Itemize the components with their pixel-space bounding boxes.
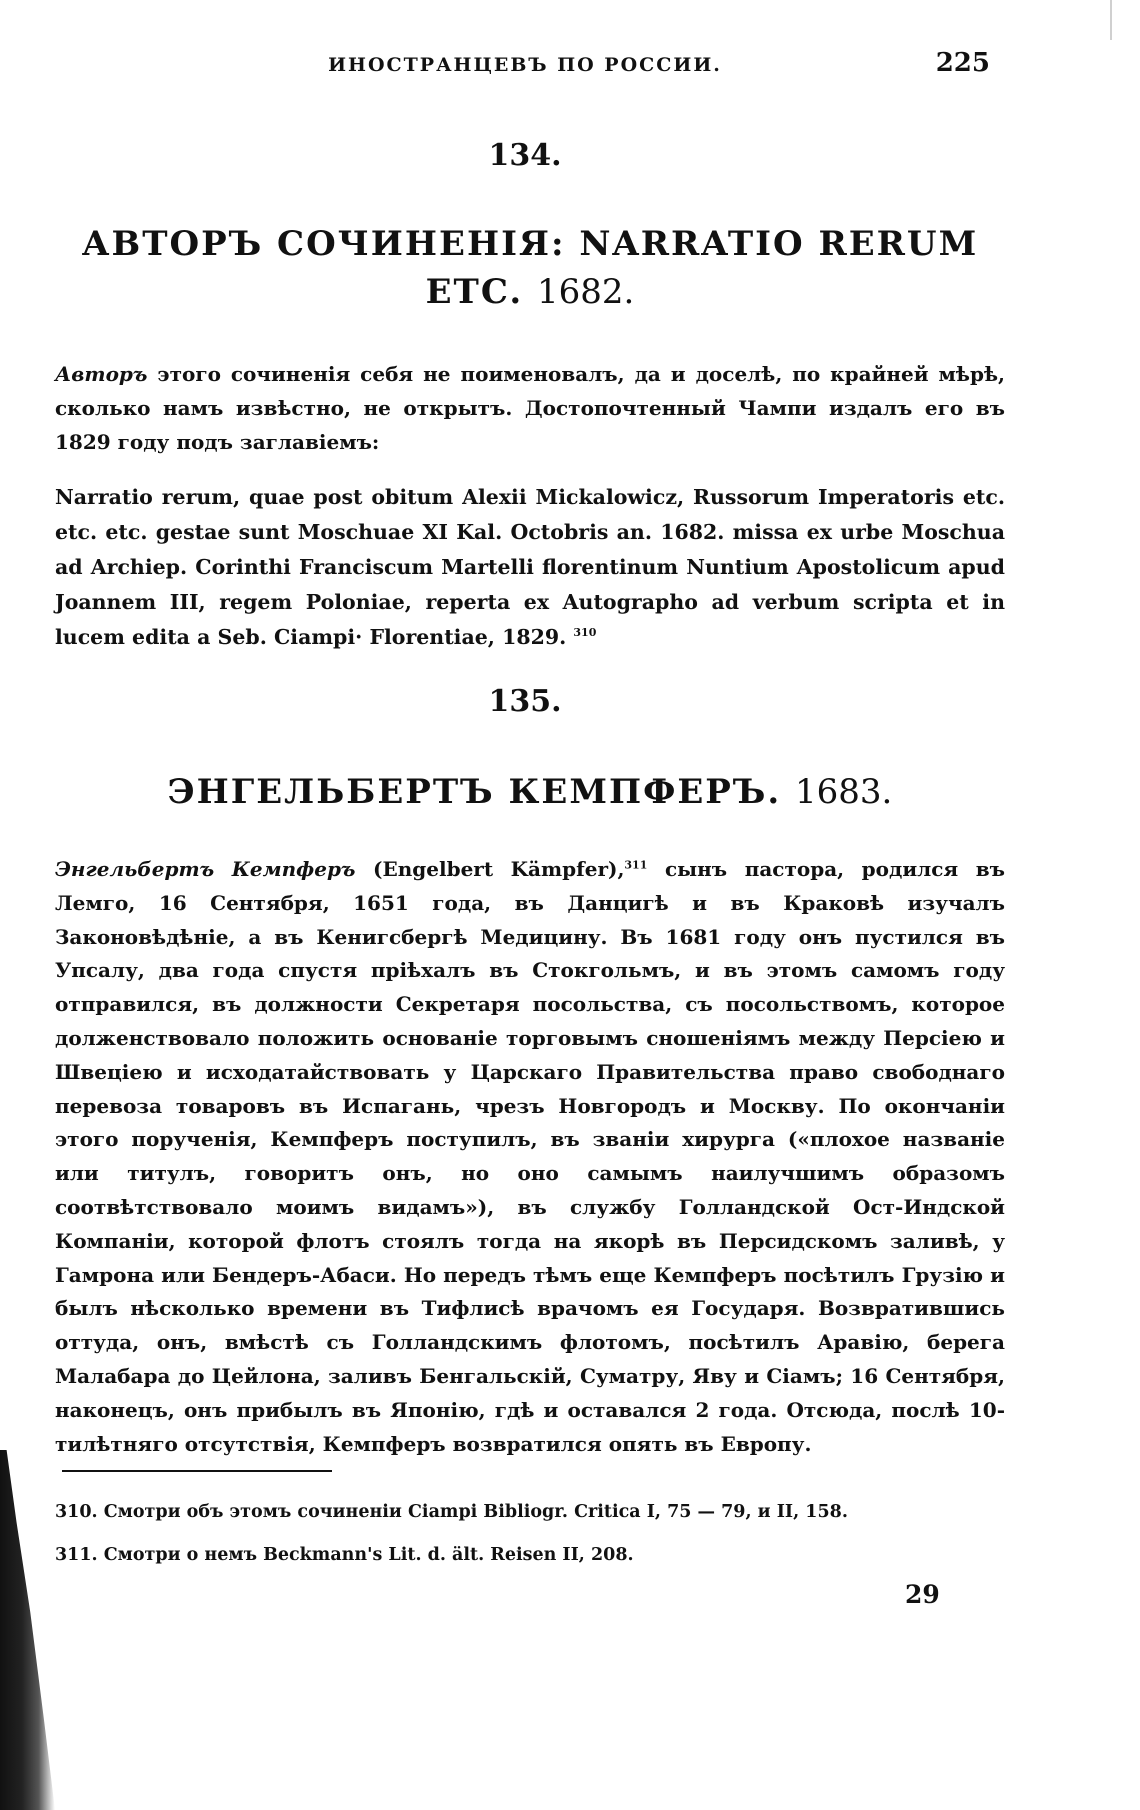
section-heading-135 bbox=[55, 768, 1005, 816]
section-number-135: 135. bbox=[488, 684, 562, 719]
footnote-311: 311. Смотри о немъ Beckmann's Lit. d. ält. Reisen II, 208. bbox=[55, 1545, 634, 1565]
footnote-310: 310. Смотри объ этомъ сочиненіи Ciampi Bibliogr. Critica I, 75 — 79, и II, 158. bbox=[55, 1502, 848, 1522]
footnote-separator bbox=[62, 1470, 332, 1472]
heading-title: АВТОРЪ СОЧИНЕНІЯ: NARRATIO RERUM ETC. bbox=[81, 224, 979, 312]
paragraph-text: сынъ пастора, родился въ Лемго, 16 Сентября, 1651 года, въ Данцигѣ и въ Краковѣ изучалъ Законовѣдѣніе, а въ Кенигсбергѣ Медицину. Въ 1681 году онъ пустился въ Упсалу, два года спустя пріѣхалъ въ Стокгольмъ, и въ этомъ самомъ году отправился, въ должности Секретаря посольства, съ посольствомъ, которое долженствовало положить основаніе торговымъ сношеніямъ между Персіею и Швеціею и исходатайствовать у Царскаго Правительства право свободнаго перевоза товаровъ въ Испагань, чрезъ Новгородъ и Москву. По окончаніи этого порученія, Кемпферъ поступилъ, въ званіи хирурга («плохое названіе или титулъ, говоритъ онъ, но оно самымъ наилучшимъ образомъ соотвѣтствовало моимъ видамъ»), въ службу Голландской Ост-Индской Компаніи, которой флотъ стоялъ тогда на якорѣ въ Персидскомъ заливѣ, у Гамрона или Бендеръ-Абаси. Но передъ тѣмъ еще Кемпферъ посѣтилъ Грузію и былъ нѣсколько времени въ Тифлисѣ врачомъ ея Государя. Возвратившись оттуда, онъ, вмѣстѣ съ Голландскимъ флотомъ, посѣтилъ Аравію, берега Малабара до Цейлона, заливъ Бенгальскій, Суматру, Яву и Сіамъ; 16 Сентября, наконецъ, онъ прибылъ въ Японію, гдѣ и оставался 2 года. Отсюда, послѣ 10-тилѣтняго отсутствія, Кемпферъ возвратился опять въ Европу. bbox=[55, 857, 1006, 1456]
heading-title: ЭНГЕЛЬБЕРТЪ КЕМПФЕРЪ. bbox=[167, 772, 782, 812]
binding-shadow bbox=[0, 1450, 55, 1810]
paragraph-author-134 bbox=[55, 358, 1005, 459]
signature-mark: 29 bbox=[905, 1580, 940, 1609]
footnote-ref-311: 311 bbox=[624, 858, 648, 872]
heading-year: 1683. bbox=[795, 772, 893, 812]
page-header bbox=[60, 48, 990, 84]
heading-year: 1682. bbox=[537, 272, 635, 312]
page-number: 225 bbox=[935, 48, 990, 78]
paragraph-text: этого сочиненія себя не поименовалъ, да и доселѣ, по крайней мѣрѣ, сколько намъ извѣстно, не открытъ. Достопочтенный Чампи издалъ его въ 1829 году подъ заглавіемъ: bbox=[55, 362, 1005, 454]
page-edge-line bbox=[1110, 0, 1112, 40]
running-head: ИНОСТРАНЦЕВЪ ПО РОССИИ. bbox=[328, 54, 722, 76]
section-number-134: 134. bbox=[488, 138, 562, 173]
paragraph-kaempfer-135 bbox=[55, 853, 1005, 1461]
lead-name: Энгельбертъ Кемпферъ bbox=[55, 857, 356, 881]
lead-word: Авторъ bbox=[55, 362, 148, 386]
lead-latin-name: (Engelbert Kämpfer), bbox=[373, 857, 625, 881]
section-heading-134 bbox=[55, 220, 1005, 316]
latin-text: Narratio rerum, quae post obitum Alexii Mickalowicz, Russorum Imperatoris etc. etc. etc. gestae sunt Moschuae XI Kal. Octobris an. 1682. missa ex urbe Moschua ad Archiep. Corinthi Franciscum Martelli florentinum Nuntium Apostolicum apud Joannem III, regem Poloniae, reperta ex Autographo ad verbum scripta et in lucem edita a Seb. Ciampi· Florentiae, 1829. bbox=[55, 485, 1005, 649]
latin-title-134 bbox=[55, 480, 1005, 655]
footnote-ref-310: 310 bbox=[573, 626, 597, 640]
